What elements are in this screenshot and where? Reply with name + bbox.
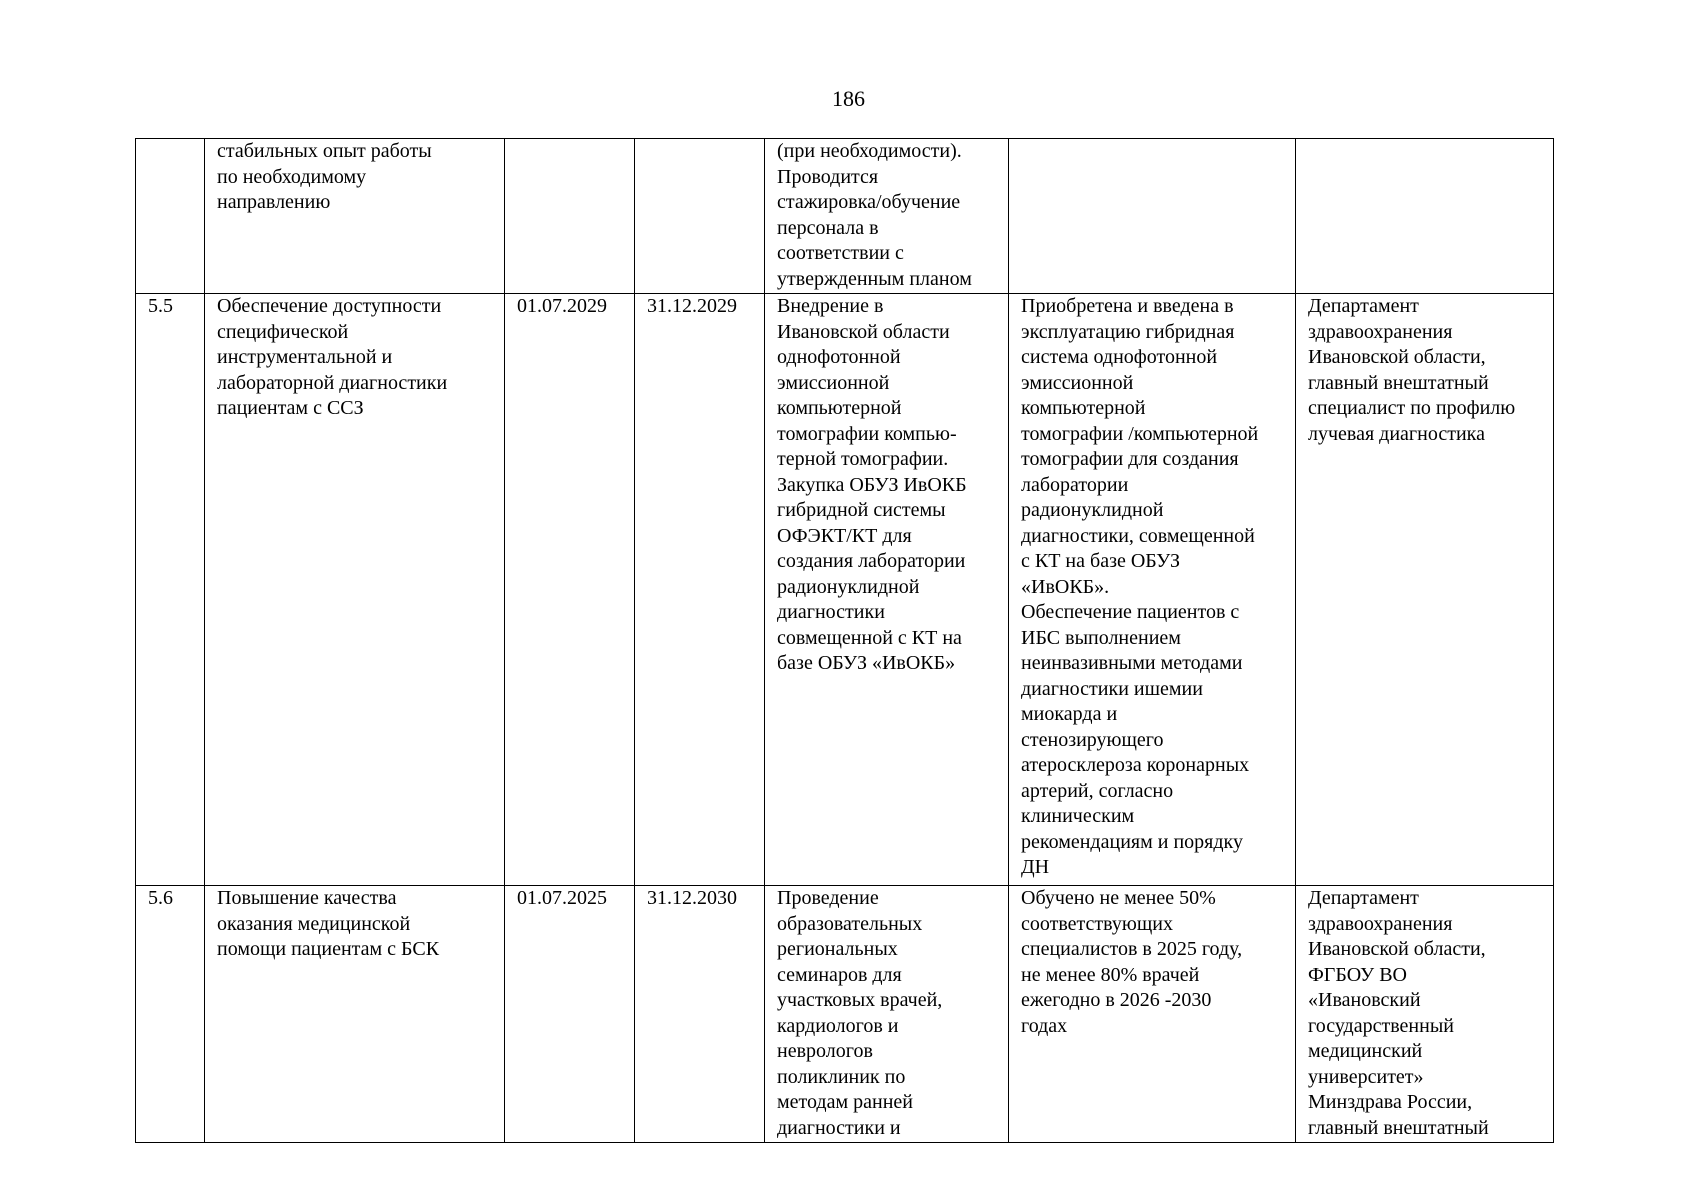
cell-line: однофотонной: [777, 346, 901, 368]
cell-activity: [205, 294, 505, 886]
cell-line: диагностики и: [777, 1116, 901, 1139]
table-row: [136, 294, 1554, 886]
cell-number: 5.6: [136, 886, 205, 1143]
cell-line: эмиссионной: [1021, 371, 1134, 394]
cell-line: Ивановской области: [777, 320, 950, 343]
cell-line: томографии /компьютерной: [1021, 422, 1259, 445]
cell-line: Минздрава России,: [1308, 1091, 1473, 1113]
cell-line: Повышение качества: [217, 887, 397, 909]
cell-line: ИБС выполнением: [1021, 626, 1181, 649]
cell-line: главный внештатный: [1308, 1116, 1489, 1139]
cell-responsible: [1296, 139, 1554, 294]
cell-start-date: 01.07.2029: [505, 294, 635, 886]
cell-line: специалистов в 2025 году,: [1021, 938, 1243, 960]
cell-end-date: [635, 139, 765, 294]
cell-end-date: 31.12.2029: [635, 294, 765, 886]
cell-line: ежегодно в 2026 -2030: [1021, 989, 1212, 1011]
cell-line: образовательных: [777, 912, 923, 935]
cell-line: радионуклидной: [777, 575, 920, 598]
cell-line: здравоохранения: [1308, 320, 1453, 343]
cell-line: рекомендациям и порядку: [1021, 830, 1243, 853]
cell-line: эксплуатацию гибридная: [1021, 320, 1235, 343]
cell-line: ФГБОУ ВО: [1308, 963, 1407, 986]
cell-line: специфической: [217, 320, 349, 343]
cell-description: [765, 886, 1009, 1143]
cell-line: диагностики: [777, 601, 885, 623]
cell-line: лаборатории: [1021, 473, 1129, 496]
cell-line: система однофотонной: [1021, 346, 1218, 368]
cell-line: Ивановской области,: [1308, 938, 1486, 960]
cell-description: [765, 294, 1009, 886]
cell-line: Проводится: [777, 165, 879, 188]
cell-line: томографии компью-: [777, 422, 957, 445]
cell-line: артерий, согласно: [1021, 779, 1174, 802]
cell-line: (при необходимости).: [777, 140, 962, 162]
cell-line: с КТ на базе ОБУЗ: [1021, 550, 1180, 572]
cell-line: Закупка ОБУЗ ИвОКБ: [777, 473, 967, 496]
cell-line: инструментальной и: [217, 346, 393, 368]
cell-line: государственный: [1308, 1014, 1454, 1037]
cell-line: университет»: [1308, 1065, 1424, 1088]
cell-result: [1009, 139, 1296, 294]
cell-activity: [205, 139, 505, 294]
cell-line: диагностики, совмещенной: [1021, 524, 1255, 547]
cell-line: базе ОБУЗ «ИвОКБ»: [777, 652, 956, 674]
cell-line: радионуклидной: [1021, 499, 1164, 521]
cell-line: атеросклероза коронарных: [1021, 754, 1250, 776]
cell-line: неврологов: [777, 1040, 873, 1062]
cell-line: «ИвОКБ».: [1021, 575, 1110, 598]
cell-line: миокарда и: [1021, 703, 1118, 725]
cell-activity: [205, 886, 505, 1143]
cell-line: направлению: [217, 191, 331, 213]
cell-line: Департамент: [1308, 887, 1419, 909]
cell-line: томографии для создания: [1021, 448, 1239, 470]
cell-line: ДН: [1021, 856, 1050, 878]
cell-line: ОФЭКТ/КТ для: [777, 524, 912, 547]
cell-line: семинаров для: [777, 963, 902, 986]
cell-line: терной томографии.: [777, 448, 949, 470]
cell-number: [136, 139, 205, 294]
cell-line: Проведение: [777, 887, 879, 909]
cell-line: лабораторной диагностики: [217, 371, 448, 394]
cell-line: участковых врачей,: [777, 989, 943, 1011]
cell-line: «Ивановский: [1308, 989, 1421, 1011]
cell-line: Обучено не менее 50%: [1021, 887, 1216, 909]
cell-start-date: 01.07.2025: [505, 886, 635, 1143]
cell-line: соответствии с: [777, 242, 904, 264]
cell-line: лучевая диагностика: [1308, 422, 1485, 445]
cell-line: Внедрение в: [777, 295, 884, 317]
cell-line: здравоохранения: [1308, 912, 1453, 935]
cell-line: стабильных опыт работы: [217, 140, 432, 162]
cell-line: неинвазивными методами: [1021, 652, 1243, 674]
cell-line: диагностики ишемии: [1021, 677, 1203, 700]
cell-responsible: [1296, 294, 1554, 886]
table-row: [136, 886, 1554, 1143]
cell-line: клиническим: [1021, 805, 1135, 827]
cell-line: кардиологов и: [777, 1014, 899, 1037]
cell-responsible: [1296, 886, 1554, 1143]
cell-end-date: 31.12.2030: [635, 886, 765, 1143]
cell-start-date: [505, 139, 635, 294]
cell-line: специалист по профилю: [1308, 397, 1516, 419]
cell-line: оказания медицинской: [217, 912, 411, 935]
cell-number: 5.5: [136, 294, 205, 886]
cell-line: Обеспечение пациентов с: [1021, 601, 1240, 623]
cell-line: методам ранней: [777, 1091, 914, 1113]
cell-line: пациентам с ССЗ: [217, 397, 364, 419]
cell-line: гибридной системы: [777, 499, 946, 521]
cell-line: персонала в: [777, 216, 879, 239]
measures-table: [135, 138, 1554, 1143]
cell-line: поликлиник по: [777, 1065, 906, 1088]
cell-line: соответствующих: [1021, 912, 1173, 935]
cell-line: компьютерной: [1021, 397, 1146, 419]
cell-line: помощи пациентам с БСК: [217, 938, 440, 960]
table-row: [136, 139, 1554, 294]
cell-line: совмещенной с КТ на: [777, 626, 962, 649]
cell-line: Обеспечение доступности: [217, 295, 442, 317]
page-number: 186: [832, 86, 865, 111]
cell-line: региональных: [777, 938, 898, 960]
cell-line: главный внештатный: [1308, 371, 1489, 394]
cell-result: [1009, 886, 1296, 1143]
cell-line: Приобретена и введена в: [1021, 295, 1234, 317]
cell-line: стажировка/обучение: [777, 191, 961, 213]
cell-line: годах: [1021, 1014, 1068, 1037]
cell-result: [1009, 294, 1296, 886]
cell-line: эмиссионной: [777, 371, 890, 394]
cell-line: утвержденным планом: [777, 267, 972, 290]
cell-line: не менее 80% врачей: [1021, 963, 1200, 986]
cell-line: Департамент: [1308, 295, 1419, 317]
cell-line: медицинский: [1308, 1040, 1423, 1062]
cell-line: стенозирующего: [1021, 728, 1164, 751]
cell-line: Ивановской области,: [1308, 346, 1486, 368]
cell-line: по необходимому: [217, 165, 367, 188]
cell-line: компьютерной: [777, 397, 902, 419]
cell-description: [765, 139, 1009, 294]
cell-line: создания лаборатории: [777, 550, 966, 572]
